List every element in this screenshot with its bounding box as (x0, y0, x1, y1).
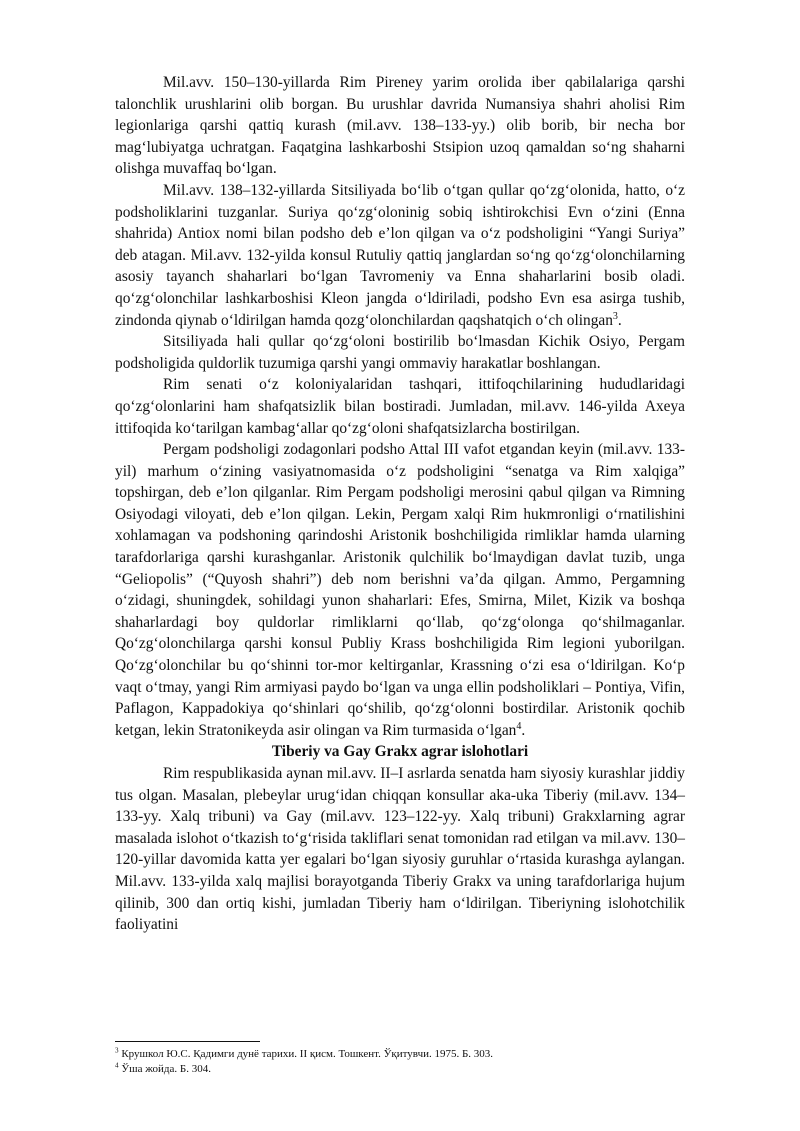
paragraph-5: Pergam podsholigi zodagonlari podsho Attal III vafot etgandan keyin (mil.avv. 133-yil) marhum o‘zining vasiyatnomasida o‘z podsholigini “senatga va Rim xalqiga” topshirgan, deb e’lon qilganlar. Rim Pergam podsholigi merosini qabul qilgan va Rimning Osiyodagi viloyati, deb e’lon qilgan. Lekin, Pergam xalqi Rim hukmronligi o‘rnatilishini xohlamagan va podshoning qarindoshi Aristonik boshchiligida rimliklar hamda ularning tarafdorlariga qarshi kurashganlar. Aristonik qulchilik bo‘lmaydigan davlat tuzib, unga “Geliopolis” (“Quyosh shahri”) deb nom berishni va’da qilgan. Ammo, Pergamning o‘zidagi, shuningdek, sohildagi yunon shaharlari: Efes, Smirna, Milet, Kizik va boshqa shaharlardagi boy quldorlar rimliklarni qo‘llab, qo‘zg‘olonga qo‘shilmaganlar. Qo‘zg‘olonchilarga qarshi konsul Publiy Krass boshchiligida Rim legioni yuborilgan. Qo‘zg‘olonchilar bu qo‘shinni tor-mor keltirganlar, Krassning o‘zi esa o‘ldirilgan. Ko‘p vaqt o‘tmay, yangi Rim armiyasi paydo bo‘lgan va unga ellin podsholiklari – Pontiya, Vifin, Paflagon, Kappadokiya qo‘shinlari qo‘shilib, qo‘zg‘olonni bostirdilar. Aristonik qochib ketgan, lekin Stratonikeyda asir olingan va Rim turmasida o‘lgan$^4$. (115, 441, 685, 739)
footnotes (115, 1047, 685, 1077)
footnote-divider (115, 1041, 260, 1042)
section-heading: Tiberiy va Gay Grakx agrar islohotlari (271, 743, 529, 761)
paragraph-4: Rim senati o‘z koloniyalaridan tashqari, ittifoqchilarining hududlaridagi qo‘zg‘olonlarini ham shafqatsizlik bilan bostiradi. Jumladan, mil.avv. 146-yilda Axeya ittifoqida ko‘tarilgan kambag‘allar qo‘zg‘oloni shafqatsizlarcha bostirilgan. (115, 376, 685, 437)
footnote-ref-4[interactable]: 4 (516, 720, 522, 732)
footnote-ref-3[interactable]: 3 (612, 310, 618, 322)
paragraph-3: Sitsiliyada hali qullar qo‘zg‘oloni bostirilib bo‘lmasdan Kichik Osiyo, Pergam podsholigida quldorlik tuzumiga qarshi yangi ommaviy harakatlar boshlangan. (115, 333, 685, 372)
paragraph-1: Mil.avv. 150–130-yillarda Rim Pireney yarim orolida iber qabilalariga qarshi talonchlik urushlarini olib borgan. Bu urushlar davrida Numansiya shahri aholisi Rim legionlariga qarshi qattiq kurash (mil.avv. 138–133-yy.) olib borib, bir necha bor mag‘lubiyatga uchratgan. Faqatgina lashkarboshi Stsipion uzoq qamaldan so‘ng shaharni olishga muvaffaq bo‘lgan. (115, 74, 685, 178)
paragraph-6: Rim respublikasida aynan mil.avv. II–I asrlarda senatda ham siyosiy kurashlar jiddiy tus olgan. Masalan, plebeylar urug‘idan chiqqan konsullar aka-uka Tiberiy (mil.avv. 134–133-yy. Xalq tribuni) va Gay (mil.avv. 123–122-yy. Xalq tribuni) Grakxlarning agrar masalada islohot o‘tkazish to‘g‘risida takliflari senat tomonidan rad etilgan va mil.avv. 130–120-yillar davomida katta yer egalari bo‘lgan siyosiy guruhlar o‘rtasida kurashga aylangan. Mil.avv. 133-yilda xalq majlisi borayotganda Tiberiy Grakx va uning tarafdorlariga hujum qilinib, 300 dan ortiq kishi, jumladan Tiberiy ham o‘ldirilgan. Tiberiyning islohotchilik faoliyatini (115, 765, 685, 934)
paragraph-2: Mil.avv. 138–132-yillarda Sitsiliyada bo‘lib o‘tgan qullar qo‘zg‘olonida, hatto, o‘z podsholiklarini tuzganlar. Suriya qo‘zg‘oloninig sobiq ishtirokchisi Evn o‘zini (Enna shahrida) Antiox nomi bilan podsho deb e’lon qilgan va o‘z podsholigini “Yangi Suriya” deb atagan. Mil.avv. 132-yilda konsul Rutuliy qattiq janglardan so‘ng qo‘zg‘olonchilarning asosiy tayanch shaharlari bo‘lgan Tavromeniy va Enna shaharlarini bosib oladi. qo‘zg‘olonchilar lashkarboshisi Kleon jangda o‘ldiriladi, podsho Evn esa asirga tushib, zindonda qiynab o‘ldirilgan hamda qozg‘olonchilardan qaqshatqich o‘ch olingan$^3$. (115, 181, 685, 329)
footnote-3: $^3$ Крушкол Ю.С. Қадимги дунё тарихи. II қисм. Тошкент. Ўқитувчи. 1975. Б. 303. (115, 1046, 494, 1060)
page-body (115, 72, 685, 936)
footnote-4: $^4$ Ўша жойда. Б. 304. (115, 1061, 211, 1075)
